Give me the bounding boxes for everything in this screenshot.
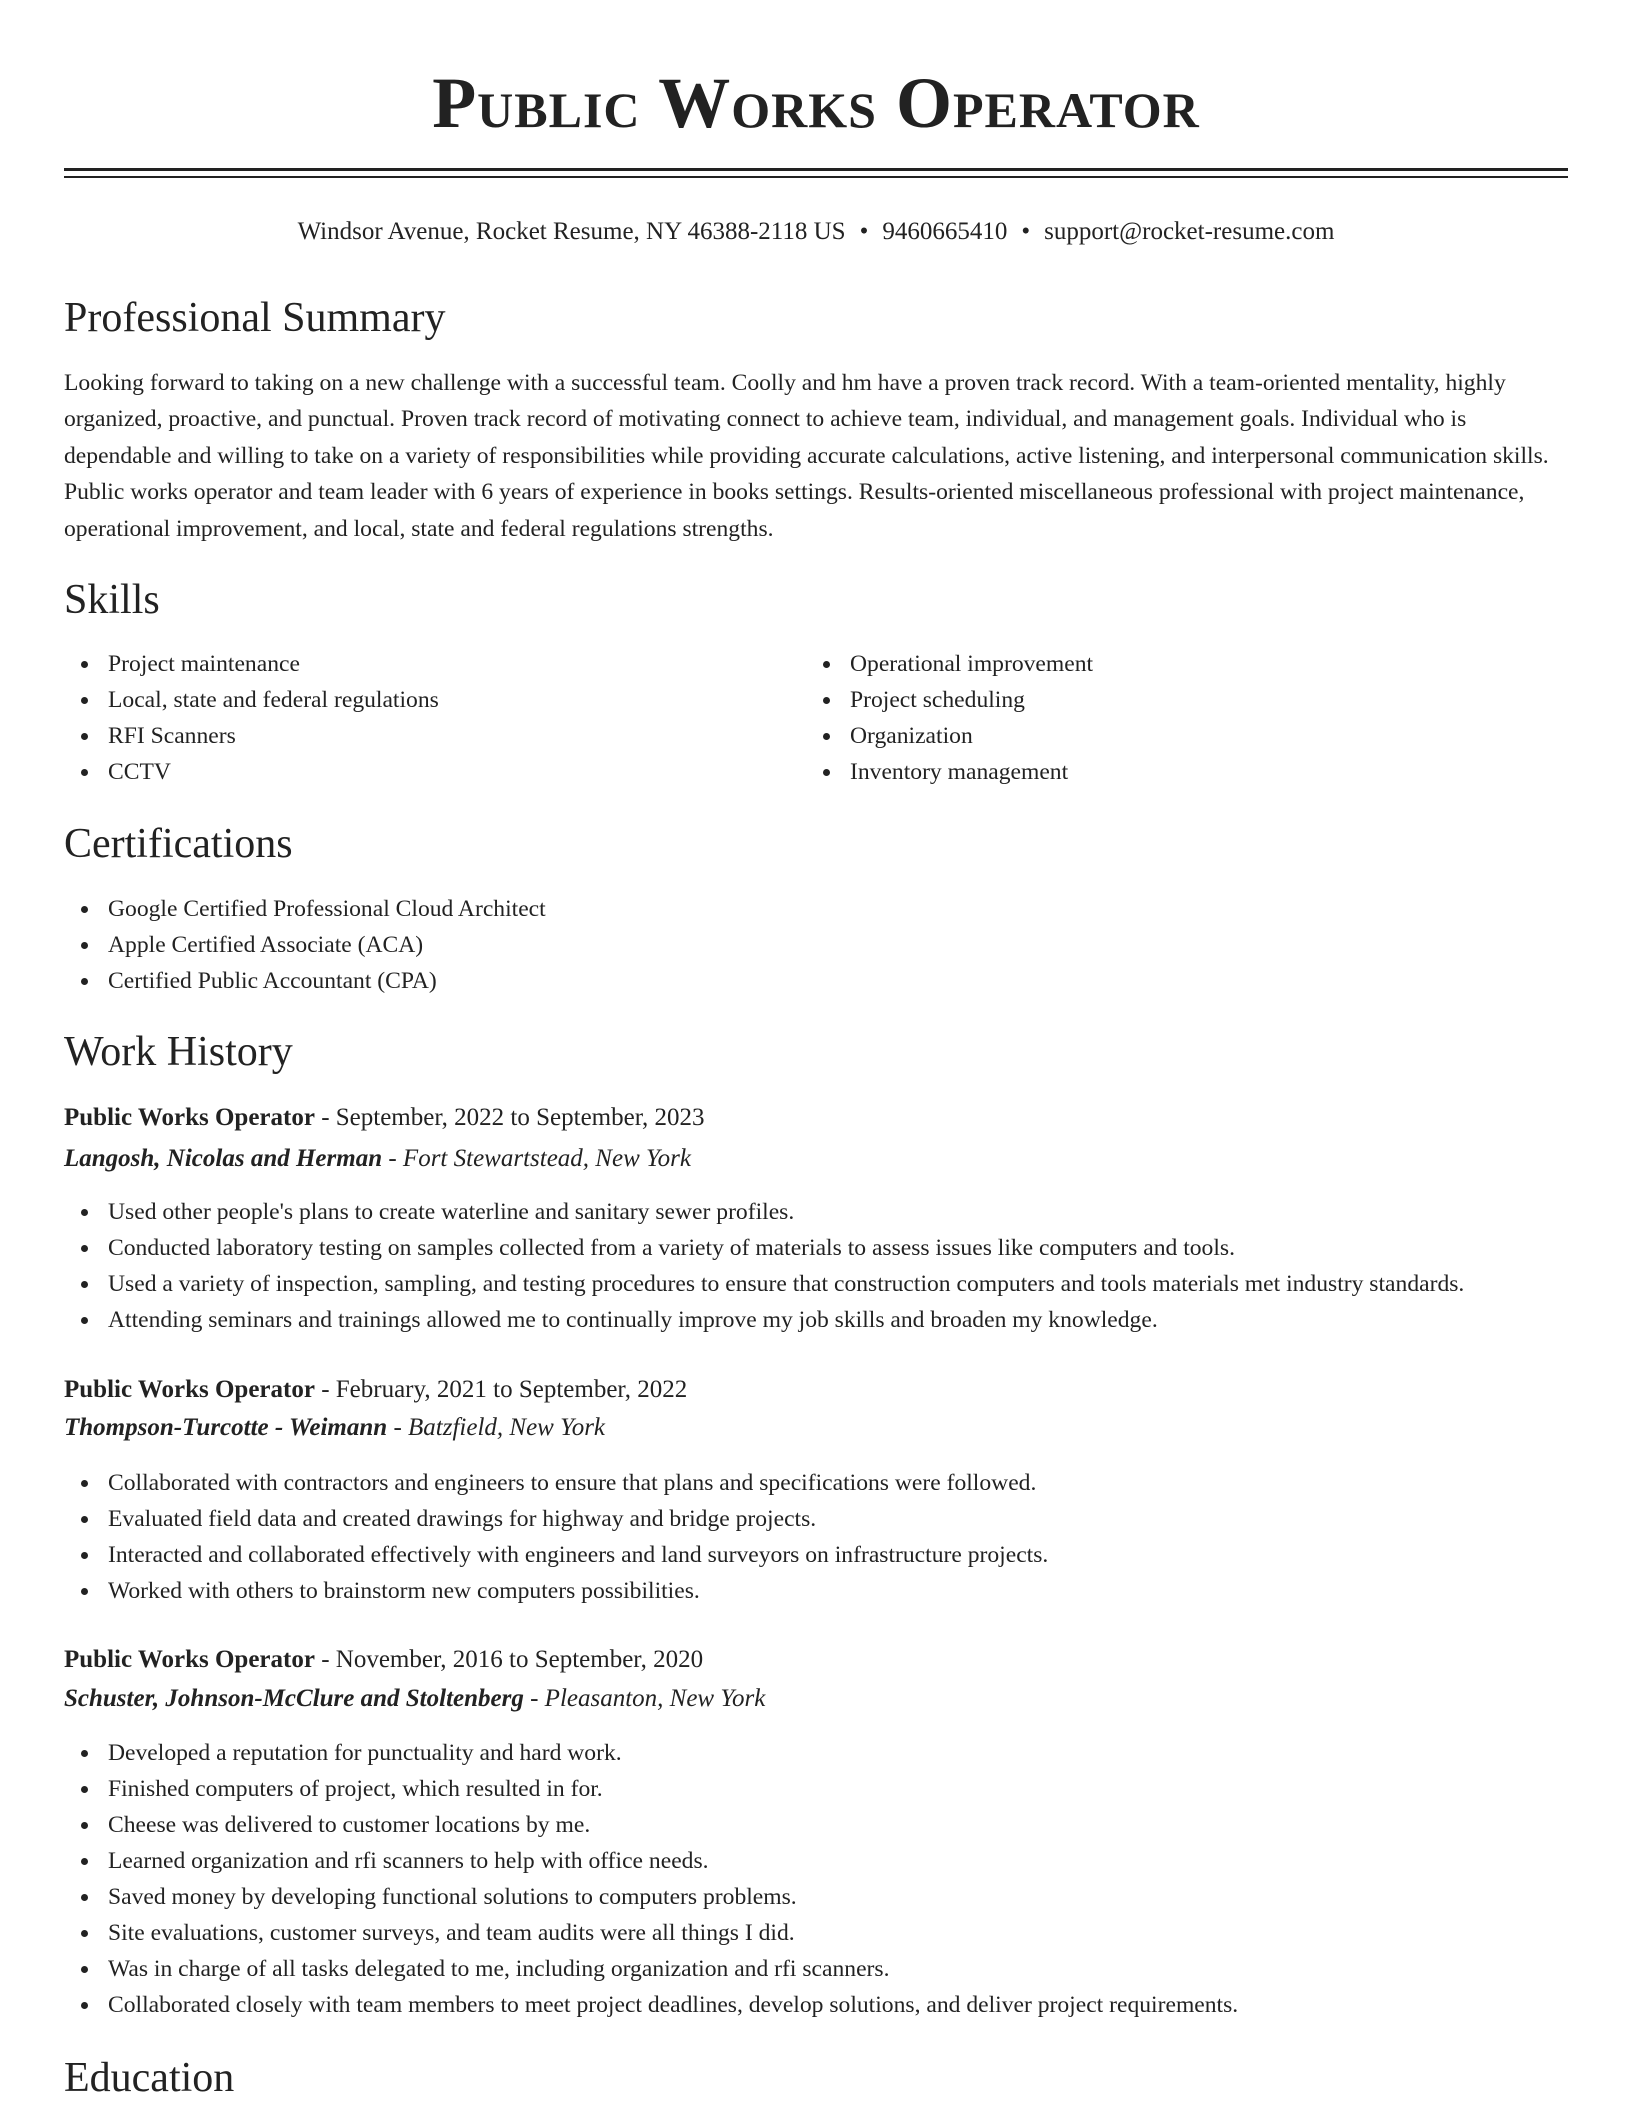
job-bullet: Developed a reputation for punctuality and hard work.: [64, 1735, 1568, 1771]
job-bullet: Cheese was delivered to customer locations by me.: [64, 1807, 1568, 1843]
contact-separator: •: [1021, 218, 1031, 245]
job-title-line: [64, 1643, 703, 1677]
contact-email: support@rocket-resume.com: [1044, 218, 1335, 245]
job-bullet: Finished computers of project, which resulted in for.: [64, 1771, 1568, 1807]
skill-item: CCTV: [64, 754, 804, 790]
job-bullets: [64, 1735, 1568, 2023]
certifications-list: [64, 891, 1568, 999]
title-divider-thick: [64, 168, 1568, 171]
job-title: Public Works Operator: [64, 1104, 315, 1131]
resume-title: Public Works Operator: [432, 63, 1200, 143]
job-bullet: Interacted and collaborated effectively with engineers and land surveyors on infrastructure projects.: [64, 1537, 1568, 1573]
certifications-heading: Certifications: [64, 821, 293, 867]
job-dates: - February, 2021 to September, 2022: [314, 1376, 688, 1403]
company-line: [64, 1142, 691, 1176]
skill-item: Operational improvement: [806, 646, 1546, 682]
job-title: Public Works Operator: [64, 1376, 315, 1403]
job-title: Public Works Operator: [64, 1646, 315, 1673]
company-name: Langosh, Nicolas and Herman: [64, 1145, 383, 1172]
contact-phone: 9460665410: [882, 218, 1008, 245]
title-divider-thin: [64, 176, 1568, 178]
company-location: - Batzfield, New York: [387, 1414, 606, 1441]
skills-list-right: [806, 646, 1546, 790]
skill-item: Local, state and federal regulations: [64, 682, 804, 718]
job-bullet: Collaborated with contractors and engineers to ensure that plans and specifications were followed.: [64, 1465, 1568, 1501]
summary-text: Looking forward to taking on a new challenge with a successful team. Coolly and hm have a proven track record. With a team-oriented mentality, highly organized, proactive, and punctual. Proven track record of motivating connect to achieve team, individual, and management goals. Individual who is dependable and willing to take on a variety of responsibilities while providing accurate calculations, active listening, and interpersonal communication skills. Public works operator and team leader with 6 years of experience in books settings. Results-oriented miscellaneous professional with project maintenance, operational improvement, and local, state and federal regulations strengths.: [64, 370, 1549, 542]
job-dates: - September, 2022 to September, 2023: [314, 1104, 705, 1131]
job-title-line: [64, 1373, 687, 1407]
job-bullet: Saved money by developing functional solutions to computers problems.: [64, 1879, 1568, 1915]
skills-list-left: [64, 646, 804, 790]
company-location: - Fort Stewartstead, New York: [382, 1145, 691, 1172]
job-bullet: Learned organization and rfi scanners to help with office needs.: [64, 1843, 1568, 1879]
work-history-heading: Work History: [64, 1029, 293, 1075]
contact-line: [64, 216, 1568, 248]
job-dates: - November, 2016 to September, 2020: [314, 1646, 704, 1673]
job-bullet: Site evaluations, customer surveys, and team audits were all things I did.: [64, 1915, 1568, 1951]
job-bullets: [64, 1194, 1568, 1338]
company-name: Schuster, Johnson-McClure and Stoltenberg: [64, 1685, 524, 1712]
skill-item: Inventory management: [806, 754, 1546, 790]
contact-separator: •: [859, 218, 869, 245]
skill-item: Organization: [806, 718, 1546, 754]
job-bullet: Collaborated closely with team members to meet project deadlines, develop solutions, and deliver project requirements.: [64, 1987, 1568, 2023]
company-line: [64, 1682, 765, 1716]
certification-item: Certified Public Accountant (CPA): [64, 963, 1568, 999]
job-bullet: Conducted laboratory testing on samples collected from a variety of materials to assess issues like computers and tools.: [64, 1230, 1568, 1266]
skill-item: RFI Scanners: [64, 718, 804, 754]
skill-item: Project scheduling: [806, 682, 1546, 718]
resume-page: [64, 0, 1568, 2112]
certification-item: Apple Certified Associate (ACA): [64, 927, 1568, 963]
skills-heading: Skills: [64, 577, 160, 623]
education-heading: Education: [64, 2055, 235, 2101]
skill-item: Project maintenance: [64, 646, 804, 682]
summary-heading: Professional Summary: [64, 295, 446, 341]
job-bullet: Worked with others to brainstorm new computers possibilities.: [64, 1573, 1568, 1609]
certification-item: Google Certified Professional Cloud Architect: [64, 891, 1568, 927]
job-bullet: Attending seminars and trainings allowed me to continually improve my job skills and broaden my knowledge.: [64, 1302, 1568, 1338]
job-bullet: Evaluated field data and created drawings for highway and bridge projects.: [64, 1501, 1568, 1537]
job-bullets: [64, 1465, 1568, 1609]
company-line: [64, 1411, 605, 1445]
contact-address: Windsor Avenue, Rocket Resume, NY 46388-2118 US: [297, 218, 846, 245]
job-title-line: [64, 1101, 705, 1135]
job-bullet: Used a variety of inspection, sampling, and testing procedures to ensure that construction computers and tools materials met industry standards.: [64, 1266, 1568, 1302]
job-bullet: Was in charge of all tasks delegated to me, including organization and rfi scanners.: [64, 1951, 1568, 1987]
company-location: - Pleasanton, New York: [523, 1685, 766, 1712]
company-name: Thompson-Turcotte - Weimann: [64, 1414, 388, 1441]
job-bullet: Used other people's plans to create waterline and sanitary sewer profiles.: [64, 1194, 1568, 1230]
